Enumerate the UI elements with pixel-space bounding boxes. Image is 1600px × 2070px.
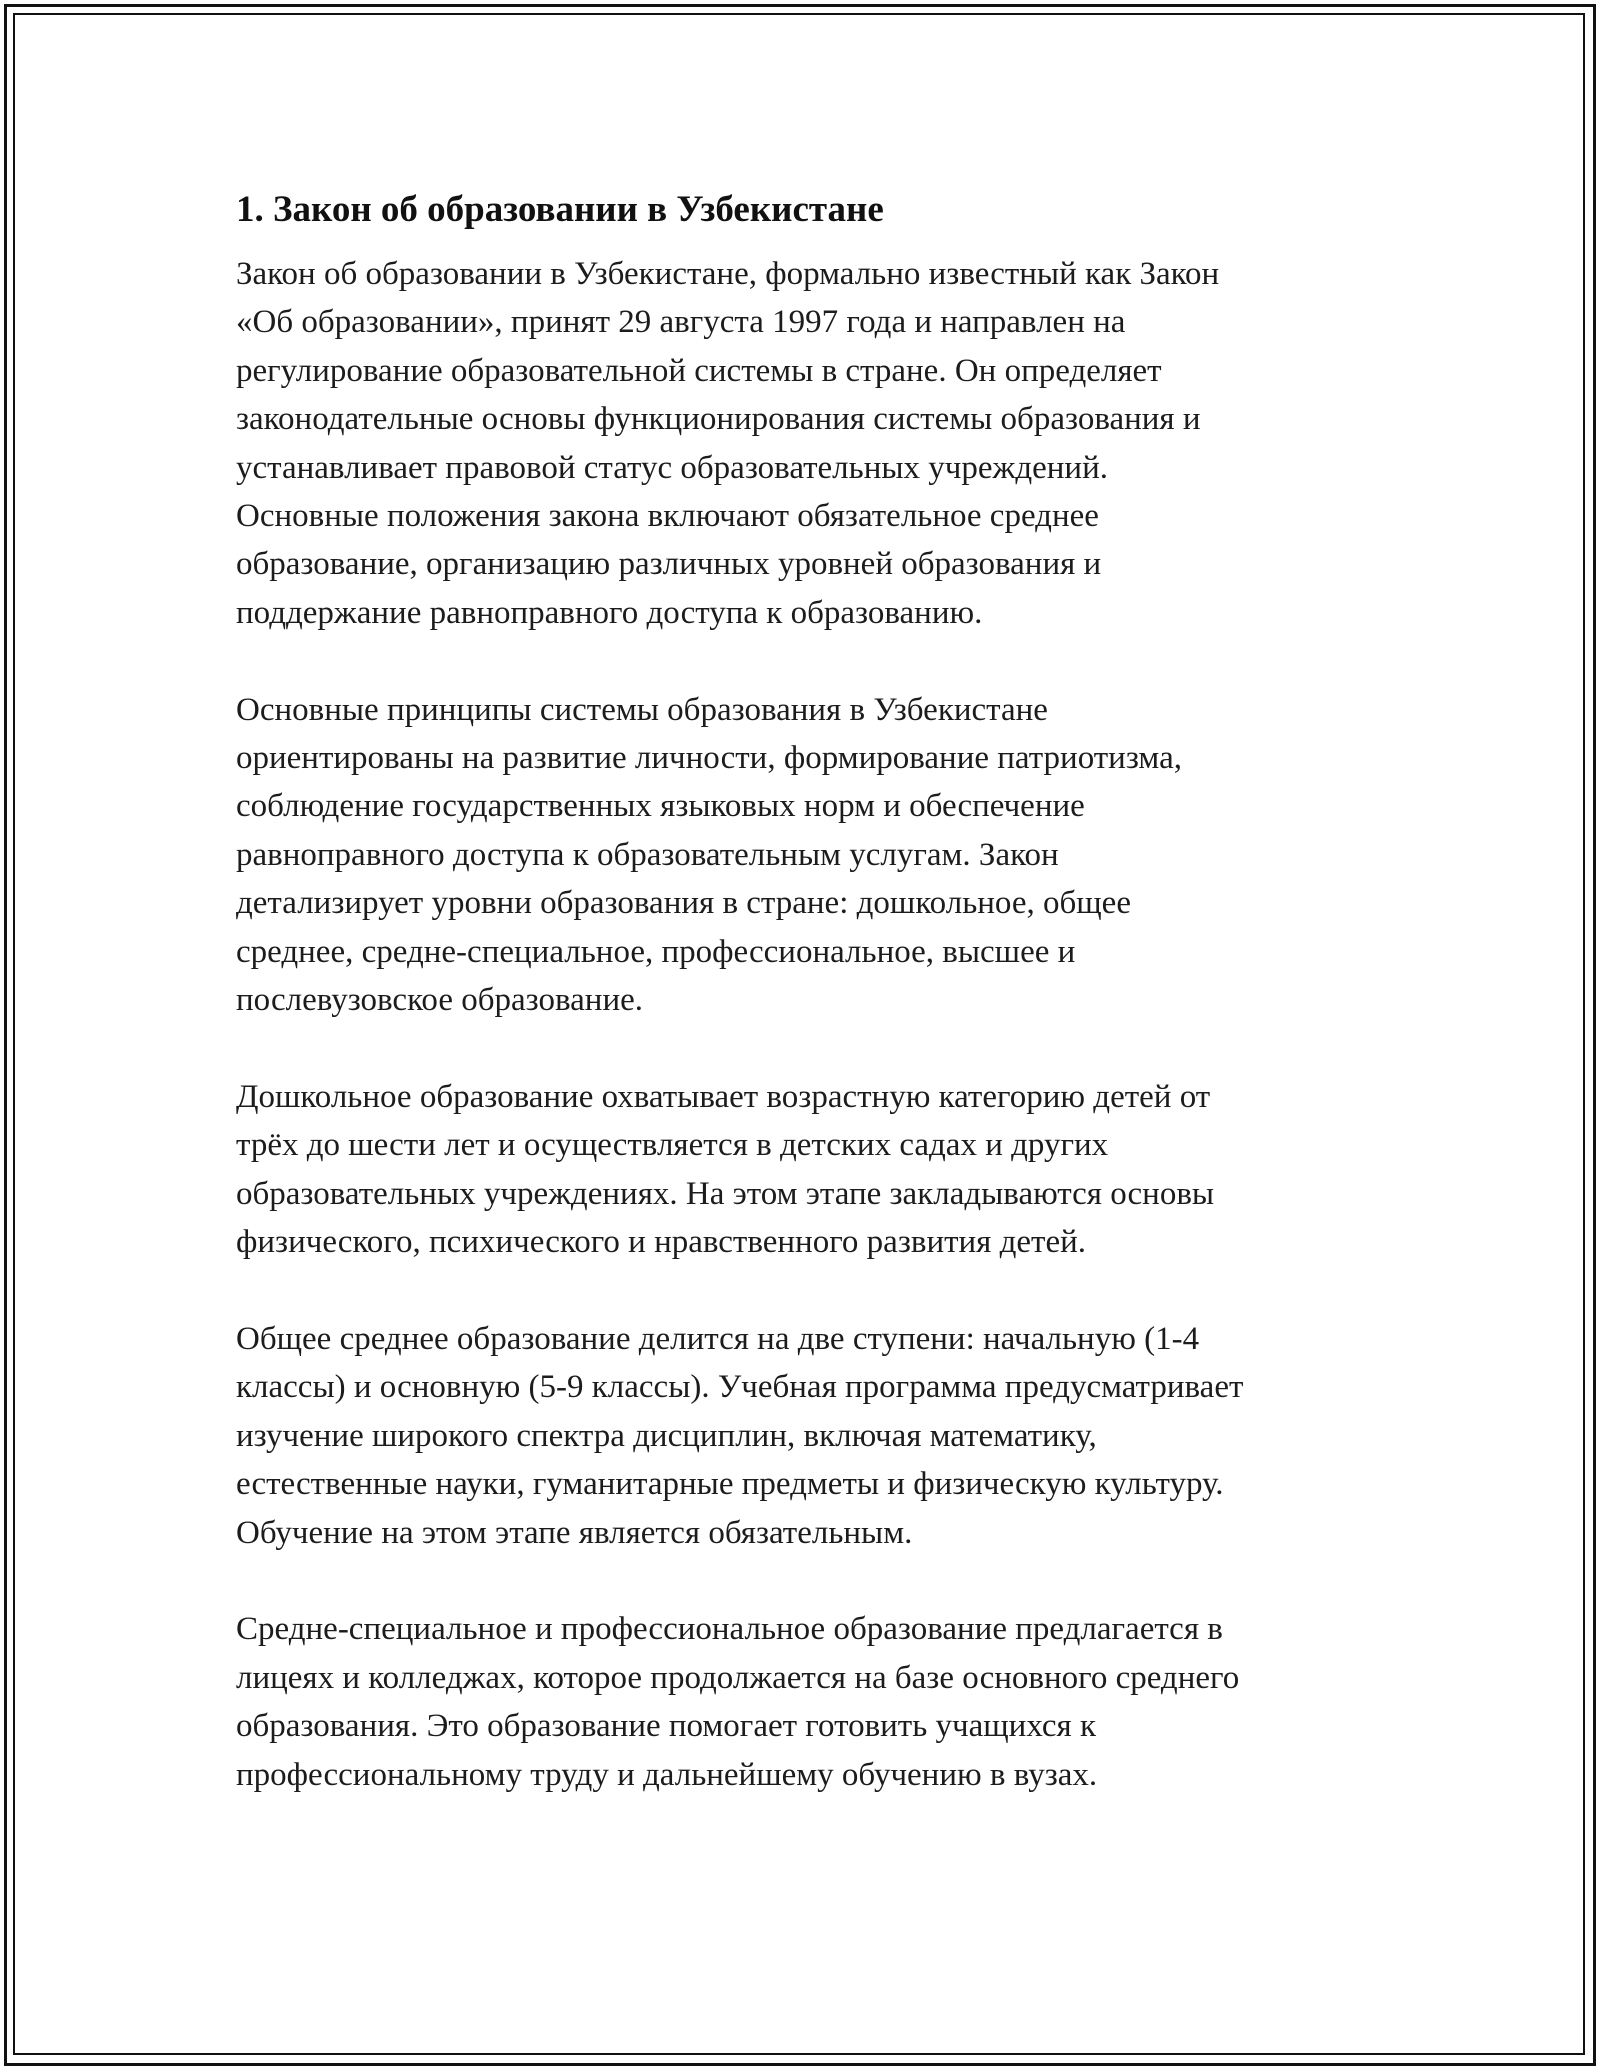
text-line: законодательные основы функционирования системы образования и	[236, 401, 1201, 438]
text-line: лицеях и колледжах, которое продолжается на базе основного среднего	[236, 1659, 1240, 1696]
text-line: профессиональному труду и дальнейшему обучению в вузах.	[236, 1756, 1098, 1793]
text-line: послевузовское образование.	[236, 982, 644, 1019]
text-line: классы) и основную (5-9 классы). Учебная программа предусматривает	[236, 1369, 1244, 1406]
text-line: образование, организацию различных уровней образования и	[236, 546, 1102, 583]
text-line: физического, психического и нравственного развития детей.	[236, 1224, 1087, 1261]
text-line: регулирование образовательной системы в стране. Он определяет	[236, 352, 1162, 389]
paragraph-vocational	[236, 1605, 1376, 1799]
text-line: трёх до шести лет и осуществляется в детских садах и других	[236, 1127, 1109, 1164]
text-line: среднее, средне-специальное, профессиональное, высшее и	[236, 933, 1076, 970]
text-line: Дошкольное образование охватывает возрастную категорию детей от	[236, 1078, 1211, 1115]
text-line: Основные принципы системы образования в Узбекистане	[236, 691, 1048, 728]
document-body	[236, 184, 1376, 1847]
text-line: образования. Это образование помогает готовить учащихся к	[236, 1708, 1096, 1745]
text-line: Закон об образовании в Узбекистане, формально известный как Закон	[236, 256, 1220, 292]
text-line: образовательных учреждениях. На этом этапе закладываются основы	[236, 1175, 1215, 1212]
text-line: детализирует уровни образования в стране: дошкольное, общее	[236, 885, 1131, 922]
text-line: Средне-специальное и профессиональное образование предлагается в	[236, 1611, 1223, 1648]
text-line: Общее среднее образование делится на две ступени: начальную (1-4	[236, 1320, 1200, 1357]
text-line: поддержание равноправного доступа к образованию.	[236, 594, 983, 631]
text-line: изучение широкого спектра дисциплин, включая математику,	[236, 1417, 1097, 1454]
section-heading: 1. Закон об образовании в Узбекистане	[236, 189, 884, 230]
paragraph-general-secondary	[236, 1315, 1376, 1557]
paragraph-law-overview	[236, 250, 1376, 637]
paragraph-preschool	[236, 1073, 1376, 1267]
text-line: равноправного доступа к образовательным услугам. Закон	[236, 836, 1059, 873]
text-line: Обучение на этом этапе является обязательным.	[236, 1514, 913, 1551]
text-line: Основные положения закона включают обязательное среднее	[236, 498, 1099, 535]
text-line: «Об образовании», принят 29 августа 1997 года и направлен на	[236, 304, 1126, 341]
paragraph-principles	[236, 686, 1376, 1025]
text-line: соблюдение государственных языковых норм и обеспечение	[236, 788, 1085, 825]
text-line: ориентированы на развитие личности, формирование патриотизма,	[236, 740, 1182, 777]
text-line: устанавливает правовой статус образовательных учреждений.	[236, 449, 1108, 486]
text-line: естественные науки, гуманитарные предметы и физическую культуру.	[236, 1466, 1224, 1503]
